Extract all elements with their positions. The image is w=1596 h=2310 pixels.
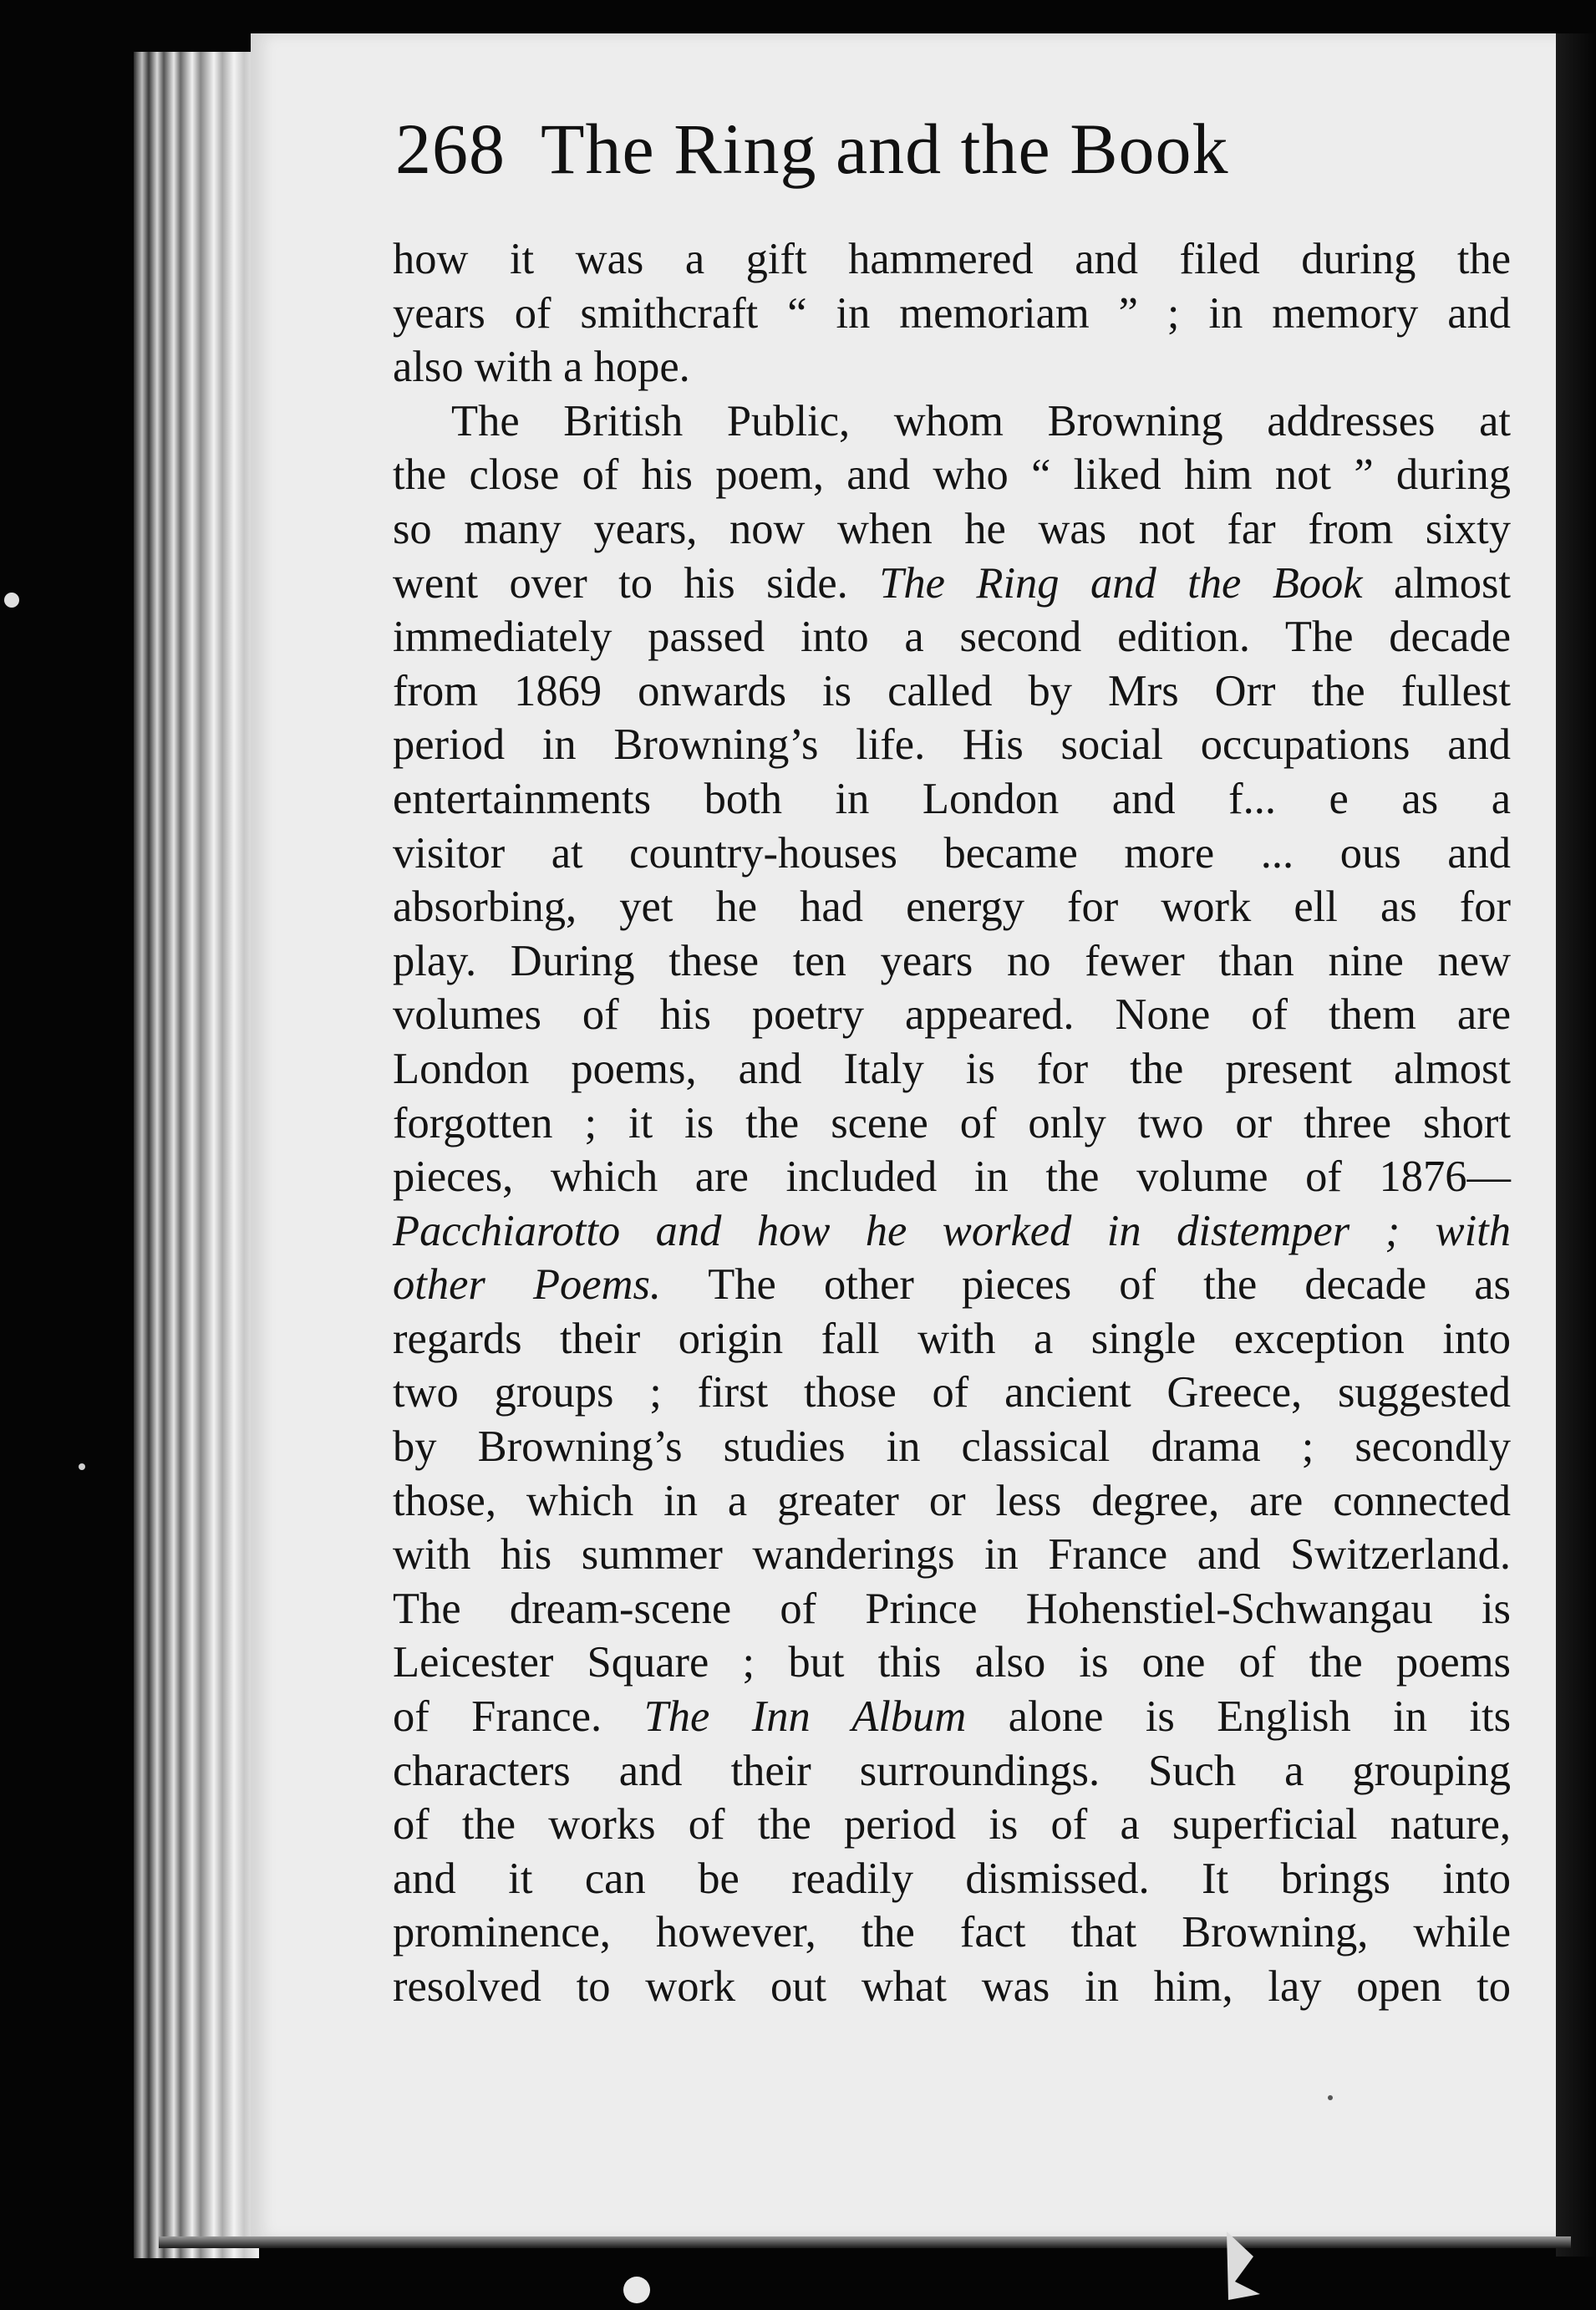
text-line: forgotten ; it is the scene of only two or three short — [393, 1098, 1511, 1147]
text-line: resolved to work out what was in him, lay open to — [393, 1962, 1511, 2011]
text-line: immediately passed into a second edition. The decade — [393, 613, 1511, 662]
text-line: with his summer wanderings in France and Switzerland. — [393, 1530, 1511, 1580]
text-line: absorbing, yet he had energy for work ell as for — [393, 883, 1511, 932]
book-title-italic: The Inn Album — [643, 1692, 967, 1742]
text-line: how it was a gift hammered and filed during the — [393, 235, 1511, 283]
running-title: The Ring and the Book — [541, 109, 1229, 189]
paragraph-start-line: The British Public, whom Browning addresses at — [451, 396, 1511, 445]
book-title-italic: The Ring and the Book — [879, 558, 1363, 608]
text-line: of the works of the period is of a superficial nature, — [393, 1800, 1511, 1850]
text-line: regards their origin fall with a single exception into — [393, 1314, 1511, 1363]
text-line: characters and their surroundings. Such a grouping — [393, 1746, 1511, 1795]
text-line: volumes of his poetry appeared. None of them are — [393, 990, 1511, 1040]
text-line: from 1869 onwards is called by Mrs Orr the fullest — [393, 666, 1511, 715]
text-line: entertainments both in London and f... e as a — [393, 774, 1511, 823]
text-line: those, which in a greater or less degree, are connected — [393, 1476, 1511, 1525]
text-line: went over to his side. The Ring and the Book almost — [393, 558, 1511, 608]
text-line: two groups ; first those of ancient Greece, suggested — [393, 1368, 1511, 1417]
text-line: play. During these ten years no fewer than nine new — [393, 936, 1511, 985]
text-line: other Poems. The other pieces of the decade as — [393, 1260, 1511, 1310]
text-line: visitor at country-houses became more ... ous and — [393, 828, 1511, 878]
book-title-italic: other Poems. — [393, 1260, 662, 1310]
text-line: years of smithcraft “ in memoriam ” ; in memory and — [393, 288, 1511, 338]
text-line: so many years, now when he was not far from sixty — [393, 504, 1511, 553]
text-line: The dream-scene of Prince Hohenstiel-Schwangau is — [393, 1584, 1511, 1633]
text-line: London poems, and Italy is for the present almost — [393, 1044, 1511, 1093]
text-line: of France. The Inn Album alone is English in its — [393, 1692, 1511, 1742]
text-line: pieces, which are included in the volume of 1876— — [393, 1152, 1511, 1202]
text-line: Leicester Square ; but this also is one of the poems — [393, 1638, 1511, 1687]
text-line: by Browning’s studies in classical drama ; secondly — [393, 1422, 1511, 1472]
text-line: period in Browning’s life. His social occupations and — [393, 720, 1511, 770]
text-line: the close of his poem, and who “ liked him not ” during — [393, 450, 1511, 500]
page-number: 268 — [395, 109, 506, 189]
book-title-italic: Pacchiarotto and how he worked in distemper ; with — [393, 1206, 1511, 1255]
text-line: also with a hope. — [393, 343, 690, 392]
text-line: and it can be readily dismissed. It brings into — [393, 1854, 1511, 1903]
text-line: prominence, however, the fact that Browning, while — [393, 1908, 1511, 1957]
